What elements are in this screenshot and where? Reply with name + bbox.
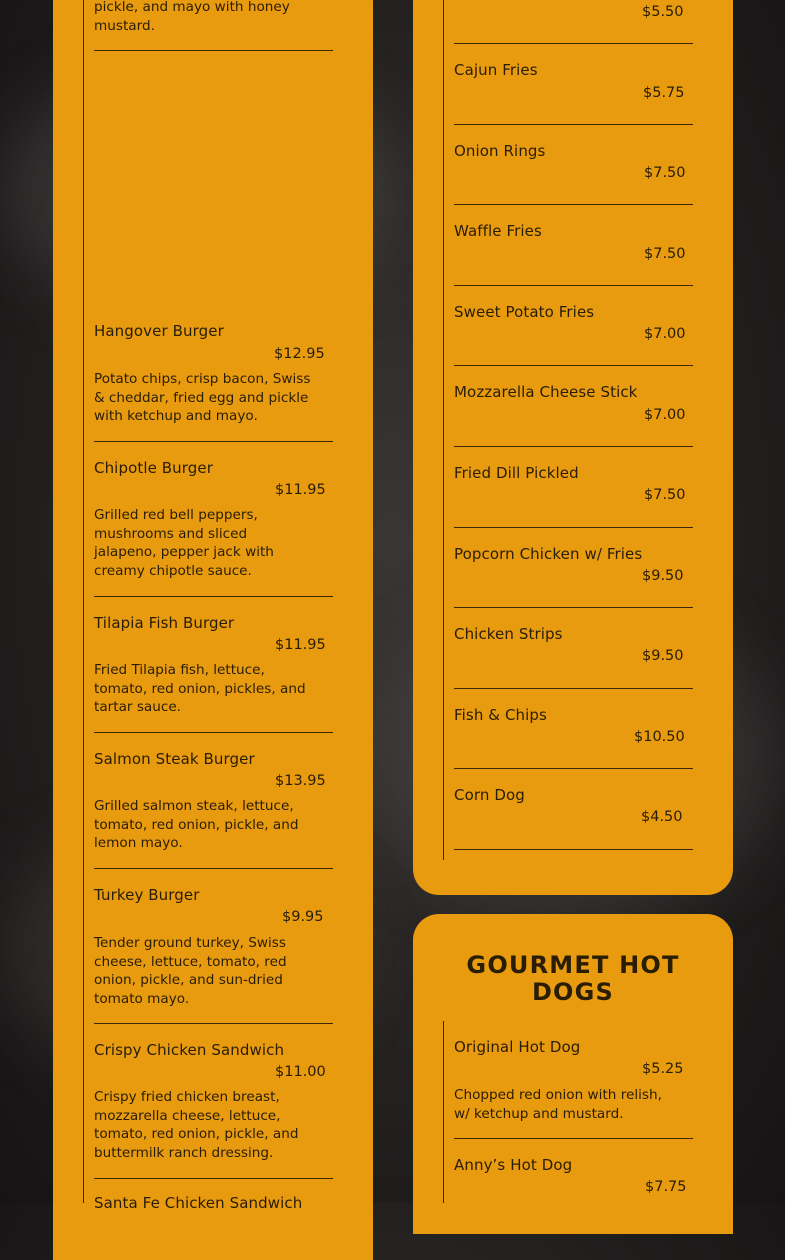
menu-item-price: $11.95 <box>275 637 326 653</box>
menu-item-price: $11.00 <box>275 1064 326 1080</box>
menu-item-name: Chicken Strips <box>454 625 563 643</box>
section-title-gourmet-hot-dogs: GOURMET HOT DOGS <box>466 951 680 1006</box>
separator-line <box>94 441 333 442</box>
menu-item-name: Cajun Fries <box>454 61 538 79</box>
separator-line <box>94 1178 333 1179</box>
menu-item-price: $10.50 <box>634 729 685 745</box>
separator-line <box>94 868 333 869</box>
menu-item-price: $7.50 <box>644 487 686 503</box>
separator-line <box>454 527 693 528</box>
separator-line <box>454 1138 693 1139</box>
menu-item-name: Sweet Potato Fries <box>454 303 595 321</box>
sides-menu-card <box>413 0 733 895</box>
menu-item-price: $7.50 <box>644 165 686 181</box>
separator-line <box>454 849 693 850</box>
previous-item-description: pickle, and mayo with honey mustard. <box>94 0 290 34</box>
menu-item-price: $7.75 <box>645 1179 687 1195</box>
menu-item-name: Fried Dill Pickled <box>454 464 579 482</box>
menu-item-price: $9.50 <box>642 648 684 664</box>
separator-line <box>94 1023 333 1024</box>
menu-item-name: Chipotle Burger <box>94 459 214 477</box>
menu-item-description: Crispy fried chicken breast, mozzarella cheese, lettuce, tomato, red onion, pickle, and buttermilk ranch dressing. <box>94 1089 299 1161</box>
menu-item-name: Mozzarella Cheese Stick <box>454 383 638 401</box>
menu-item-name: Hangover Burger <box>94 322 224 340</box>
separator-line <box>454 285 693 286</box>
menu-item-name: Salmon Steak Burger <box>94 750 255 768</box>
menu-item-name: Original Hot Dog <box>454 1038 581 1056</box>
menu-item-price: $7.50 <box>644 246 686 262</box>
menu-item-name: Turkey Burger <box>94 886 200 904</box>
menu-item-name: Anny’s Hot Dog <box>454 1156 573 1174</box>
menu-item-description: Grilled salmon steak, lettuce, tomato, red onion, pickle, and lemon mayo. <box>94 798 299 851</box>
separator-line <box>454 446 693 447</box>
menu-item-price: $13.95 <box>275 773 326 789</box>
menu-item-price: $5.25 <box>642 1061 684 1077</box>
menu-item-price: $11.95 <box>275 482 326 498</box>
hot-dogs-card-divider-line <box>443 1021 444 1203</box>
menu-item-price: $9.50 <box>642 568 684 584</box>
sides-card-divider-line <box>443 0 444 860</box>
separator-line <box>454 607 693 608</box>
menu-item-description: Chopped red onion with relish, w/ ketchup and mustard. <box>454 1087 662 1122</box>
separator-line <box>94 732 333 733</box>
menu-item-description: Grilled red bell peppers, mushrooms and sliced jalapeno, pepper jack with creamy chipotle sauce. <box>94 507 274 579</box>
menu-item-name: Corn Dog <box>454 786 525 804</box>
menu-item-name: Popcorn Chicken w/ Fries <box>454 545 643 563</box>
menu-item-description: Potato chips, crisp bacon, Swiss & cheddar, fried egg and pickle with ketchup and mayo. <box>94 371 311 424</box>
separator-line <box>454 43 693 44</box>
separator-line <box>454 768 693 769</box>
menu-item-price: $7.00 <box>644 407 686 423</box>
menu-item-name: Santa Fe Chicken Sandwich <box>94 1194 303 1212</box>
separator-line <box>94 596 333 597</box>
separator-line <box>454 204 693 205</box>
menu-item-description: Fried Tilapia fish, lettuce, tomato, red onion, pickles, and tartar sauce. <box>94 662 306 715</box>
left-card-divider-line <box>83 0 84 1203</box>
menu-item-name: Onion Rings <box>454 142 546 160</box>
menu-item-description: Tender ground turkey, Swiss cheese, lettuce, tomato, red onion, pickle, and sun-dried tomato mayo. <box>94 935 287 1007</box>
menu-item-name: Waffle Fries <box>454 222 542 240</box>
menu-item-name: Crispy Chicken Sandwich <box>94 1041 285 1059</box>
menu-item-price: $7.00 <box>644 326 686 342</box>
previous-item-price: $5.50 <box>642 4 684 20</box>
menu-item-price: $5.75 <box>643 85 685 101</box>
separator-line <box>454 365 693 366</box>
menu-item-name: Tilapia Fish Burger <box>94 614 235 632</box>
separator-line <box>94 50 333 51</box>
separator-line <box>454 124 693 125</box>
menu-item-price: $9.95 <box>282 909 324 925</box>
menu-item-price: $4.50 <box>641 809 683 825</box>
separator-line <box>454 688 693 689</box>
menu-item-name: Fish & Chips <box>454 706 547 724</box>
menu-item-price: $12.95 <box>274 346 325 362</box>
